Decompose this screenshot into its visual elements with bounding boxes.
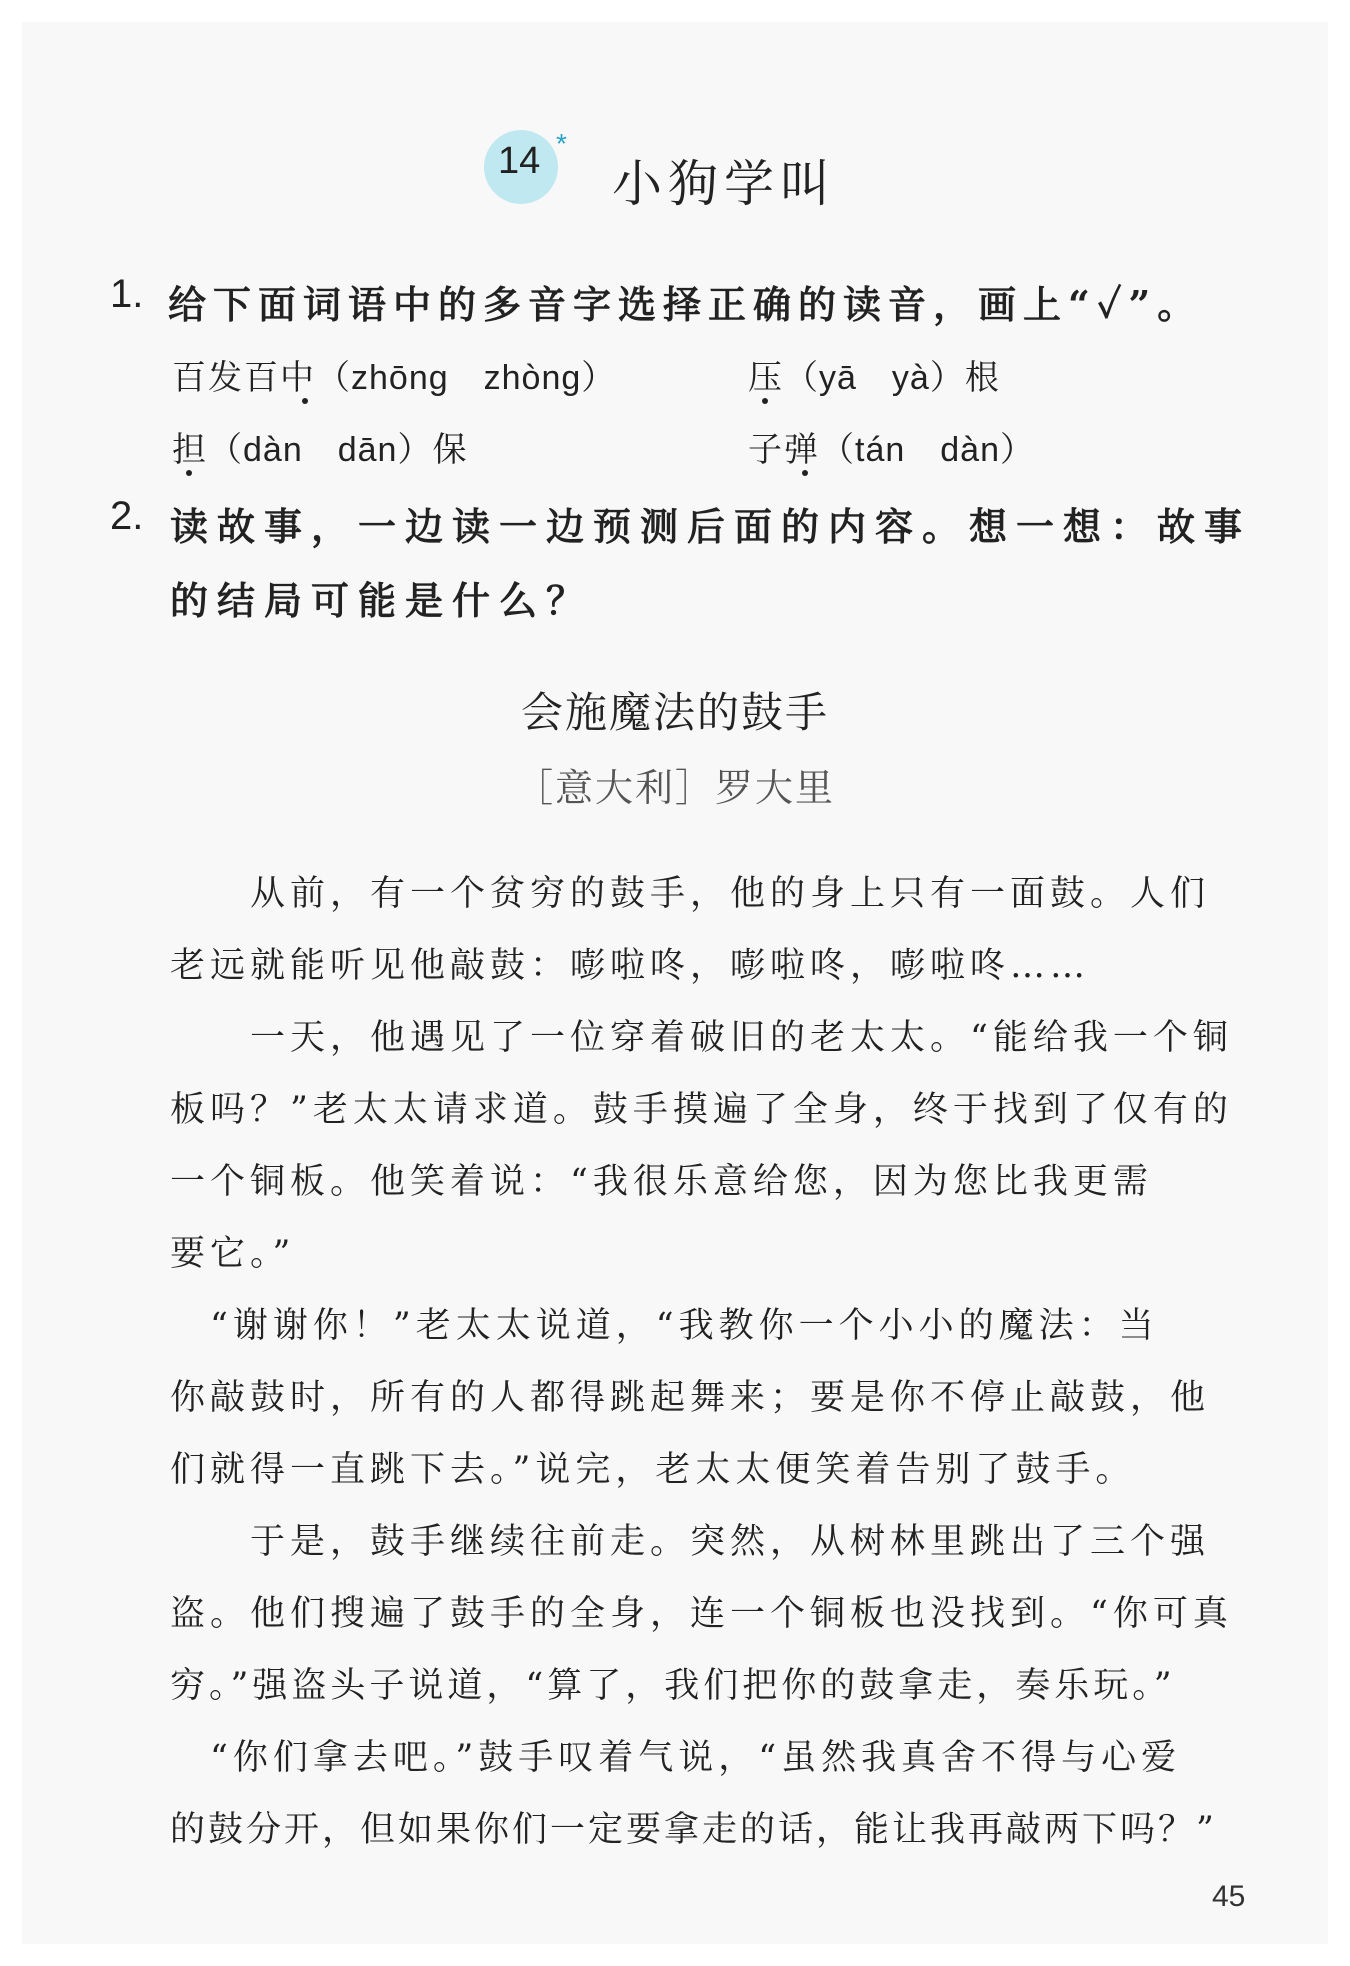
story-line: 老远就能听见他敲鼓：嘭啦咚，嘭啦咚，嘭啦咚…… <box>170 946 1091 986</box>
story-line: 于是，鼓手继续往前走。突然，从树林里跳出了三个强 <box>250 1522 1211 1562</box>
question-1-number: 1. <box>110 272 144 316</box>
story-author: ［意大利］罗大里 <box>514 766 835 810</box>
pinyin-options: （dàn dān） <box>208 431 433 469</box>
lesson-title: 小狗学叫 <box>612 155 836 213</box>
story-line: 一天，他遇见了一位穿着破旧的老太太。“能给我一个铜 <box>250 1018 1233 1058</box>
question-1-text: 给下面词语中的多音字选择正确的读音，画上“✓”。 <box>168 282 1203 327</box>
lesson-number: 14 <box>498 140 541 182</box>
story-line: 盗。他们搜遍了鼓手的全身，连一个铜板也没找到。“你可真 <box>170 1594 1233 1634</box>
item-suffix: 保 <box>432 430 469 470</box>
story-line: 从前，有一个贫穷的鼓手，他的身上只有一面鼓。人们 <box>250 874 1211 914</box>
polyphone-item <box>172 350 616 399</box>
polyphone-item <box>748 422 1035 471</box>
optional-lesson-star: * <box>556 128 567 159</box>
question-2-text-line-1: 读故事，一边读一边预测后面的内容。想一想：故事 <box>170 504 1252 549</box>
emphasis-dot <box>186 470 192 476</box>
polyphone-character: 中 <box>280 358 316 398</box>
emphasis-dot <box>802 470 808 476</box>
story-line: “你们拿去吧。”鼓手叹着气说，“虽然我真舍不得与心爱 <box>210 1738 1182 1778</box>
pinyin-options: （tán dàn） <box>820 431 1035 469</box>
polyphone-character: 弹 <box>784 430 820 470</box>
emphasis-dot <box>762 398 768 404</box>
polyphone-character: 压 <box>748 358 784 398</box>
story-line: 的鼓分开，但如果你们一定要拿走的话，能让我再敲两下吗？” <box>170 1810 1217 1850</box>
story-line: “谢谢你！”老太太说道，“我教你一个小小的魔法：当 <box>210 1306 1159 1346</box>
story-line: 们就得一直跳下去。”说完，老太太便笑着告别了鼓手。 <box>170 1450 1136 1490</box>
story-line: 一个铜板。他笑着说：“我很乐意给您，因为您比我更需 <box>170 1162 1153 1202</box>
story-title: 会施魔法的鼓手 <box>520 688 829 737</box>
item-prefix: 百发百 <box>172 358 280 398</box>
item-prefix: 子 <box>748 430 784 470</box>
polyphone-character: 担 <box>172 430 208 470</box>
item-suffix: 根 <box>964 358 1001 398</box>
pinyin-options: （yā yà） <box>784 359 965 397</box>
question-2-number: 2. <box>110 494 144 538</box>
story-line: 板吗？”老太太请求道。鼓手摸遍了全身，终于找到了仅有的 <box>170 1090 1233 1130</box>
page-number: 45 <box>1212 1880 1246 1913</box>
emphasis-dot <box>302 398 308 404</box>
story-line: 要它。” <box>170 1234 296 1274</box>
polyphone-item <box>172 422 468 471</box>
story-line: 穷。”强盗头子说道，“算了，我们把你的鼓拿走，奏乐玩。” <box>170 1666 1176 1706</box>
pinyin-options: （zhōng zhòng） <box>316 359 617 397</box>
question-2-text-line-2: 的结局可能是什么？ <box>170 578 594 623</box>
story-line: 你敲鼓时，所有的人都得跳起舞来；要是你不停止敲鼓，他 <box>170 1378 1211 1418</box>
polyphone-item <box>748 350 1001 399</box>
